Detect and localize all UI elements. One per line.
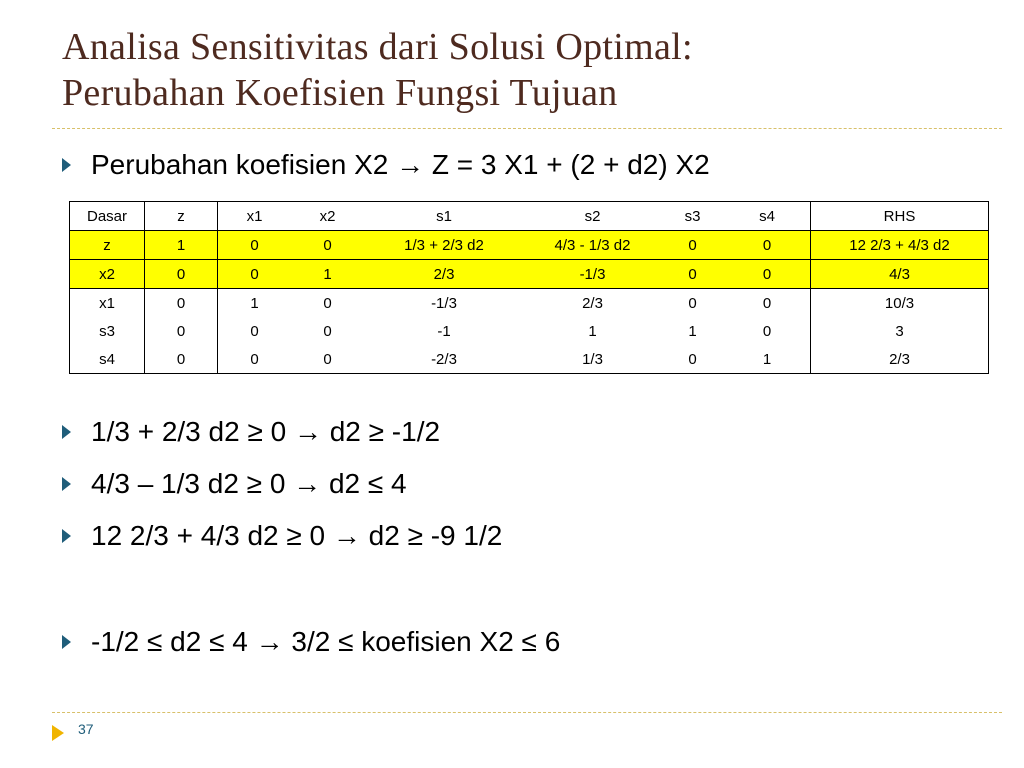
- table-cell: 0: [145, 260, 218, 289]
- table-cell: 1: [250, 294, 259, 312]
- table-header-cell: RHS: [811, 202, 989, 231]
- table-cell: 0: [218, 231, 292, 260]
- table-cell: 1/3 + 2/3 d2: [364, 231, 524, 260]
- table-cell: x1: [70, 289, 145, 318]
- table-cell: 0: [145, 317, 218, 345]
- table-header-cell: x2: [291, 202, 364, 231]
- table-cell: z: [70, 231, 145, 260]
- table-cell: 1: [145, 231, 218, 260]
- table-cell: -2/3: [431, 350, 457, 368]
- table-header-row: [70, 202, 989, 231]
- bullet-item-2: [62, 415, 440, 449]
- table-cell: 0: [661, 231, 724, 260]
- table-row-x1: [70, 289, 989, 318]
- table-header-cell: x1: [218, 202, 292, 231]
- bullet-arrow-icon: [62, 477, 71, 491]
- table-cell: 0: [291, 231, 364, 260]
- table-cell: 2/3: [364, 260, 524, 289]
- table-cell: s4: [70, 345, 145, 374]
- table-cell: 12 2/3 + 4/3 d2: [811, 231, 989, 260]
- table-cell: 0: [724, 231, 811, 260]
- table-cell: 0: [688, 350, 697, 368]
- table-cell: 0: [145, 289, 218, 318]
- table-header-cell: Dasar: [70, 202, 145, 231]
- table-cell: -1/3: [431, 294, 457, 312]
- table-cell: 10/3: [884, 294, 915, 312]
- footer-divider: [52, 712, 1002, 713]
- table-cell: 1: [291, 260, 364, 289]
- table-header-cell: s2: [524, 202, 661, 231]
- table-cell: 3: [895, 322, 904, 340]
- table-row-s3: [70, 317, 989, 345]
- table-header-cell: s1: [364, 202, 524, 231]
- bullet-text: Perubahan koefisien X2 → Z = 3 X1 + (2 + d2) X2: [91, 149, 710, 180]
- table-cell: 0: [323, 294, 332, 312]
- table-cell: 2/3: [889, 350, 910, 368]
- table-cell: 0: [323, 350, 332, 368]
- table-row-x2: [70, 260, 989, 289]
- table-cell: 0: [688, 294, 697, 312]
- slide-title: [62, 24, 1002, 116]
- table-row-z: [70, 231, 989, 260]
- table-cell: 0: [145, 345, 218, 374]
- bullet-arrow-icon: [62, 635, 71, 649]
- bullet-item-1: [62, 148, 710, 182]
- footer-triangle-icon: [52, 725, 64, 741]
- bullet-arrow-icon: [62, 529, 71, 543]
- table-cell: 0: [218, 260, 292, 289]
- bullet-text: 4/3 – 1/3 d2 ≥ 0 → d2 ≤ 4: [91, 468, 407, 499]
- table-cell: 0: [323, 322, 332, 340]
- bullet-arrow-icon: [62, 425, 71, 439]
- table-cell: 0: [724, 289, 811, 318]
- slide-title-line-2: Perubahan Koefisien Fungsi Tujuan: [62, 72, 618, 114]
- title-divider: [52, 128, 1002, 129]
- table-cell: 1: [688, 322, 697, 340]
- table-cell: -1: [437, 322, 451, 340]
- table-cell: 0: [250, 350, 259, 368]
- table-row-s4: [70, 345, 989, 374]
- table-header-cell: s4: [724, 202, 811, 231]
- table-header-cell: z: [145, 202, 218, 231]
- bullet-arrow-icon: [62, 158, 71, 172]
- simplex-tableau: [69, 201, 989, 374]
- table-cell: 0: [724, 260, 811, 289]
- table-header-cell: s3: [661, 202, 724, 231]
- bullet-item-5: [62, 625, 560, 659]
- table-cell: 4/3: [811, 260, 989, 289]
- page-number: 37: [78, 721, 94, 737]
- bullet-item-4: [62, 519, 502, 553]
- bullet-item-3: [62, 467, 407, 501]
- slide-title-line-1: Analisa Sensitivitas dari Solusi Optimal:: [62, 26, 693, 68]
- table-cell: -1/3: [524, 260, 661, 289]
- table-cell: 0: [250, 322, 259, 340]
- table-cell: 1/3: [582, 350, 603, 368]
- bullet-text: -1/2 ≤ d2 ≤ 4 → 3/2 ≤ koefisien X2 ≤ 6: [91, 626, 561, 657]
- table-cell: 0: [661, 260, 724, 289]
- table-cell: 1: [724, 345, 811, 374]
- table-cell: 2/3: [582, 294, 603, 312]
- table-cell: 0: [724, 317, 811, 345]
- bullet-text: 12 2/3 + 4/3 d2 ≥ 0 → d2 ≥ -9 1/2: [91, 520, 503, 551]
- table-cell: s3: [70, 317, 145, 345]
- bullet-text: 1/3 + 2/3 d2 ≥ 0 → d2 ≥ -1/2: [91, 416, 441, 447]
- table-cell: 4/3 - 1/3 d2: [524, 231, 661, 260]
- table-cell: x2: [70, 260, 145, 289]
- table-cell: 1: [588, 322, 597, 340]
